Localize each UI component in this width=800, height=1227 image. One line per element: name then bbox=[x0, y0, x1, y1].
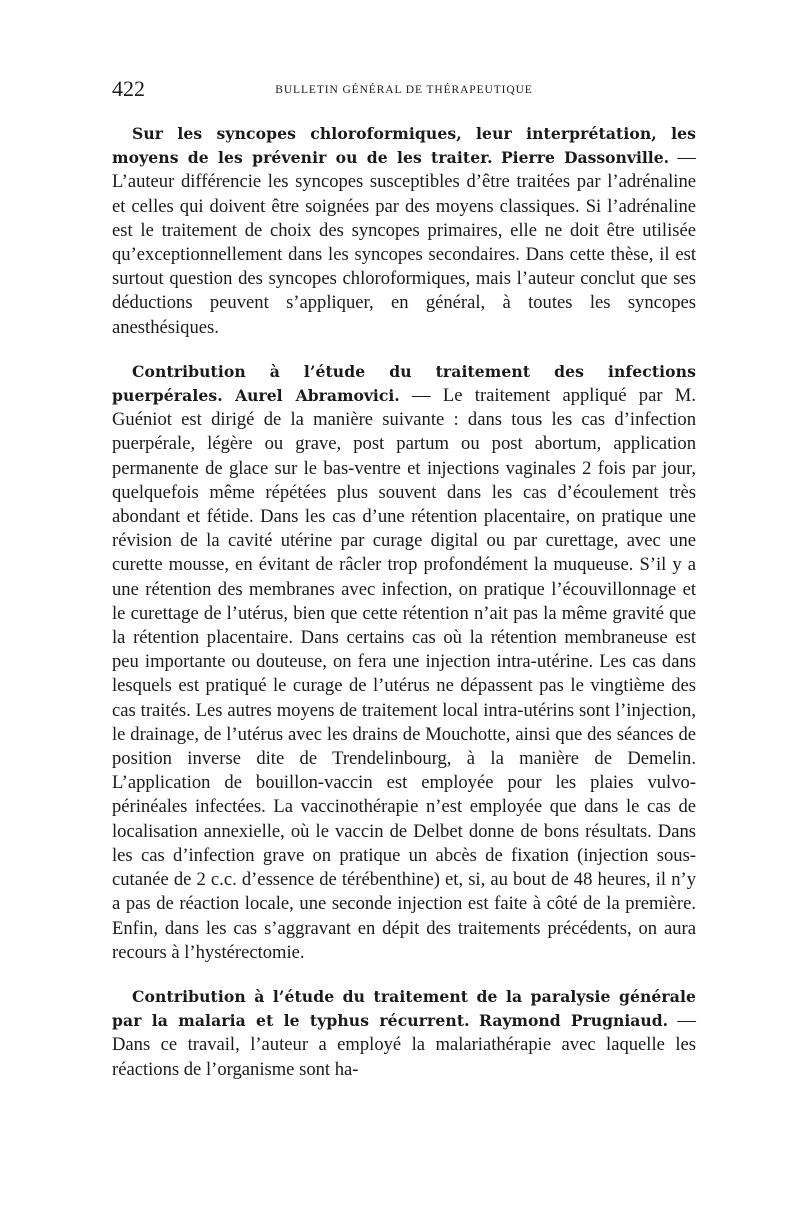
document-page bbox=[112, 72, 696, 1102]
article-body: — L’auteur différencie les syncopes susceptibles d’être traitées par l’adrénaline et celles qui doivent être soignées par des moyens classiques. Si l’adrénaline est le traitement de choix des syncopes primaires, elle ne doit être utilisée qu’exceptionnellement dans les syncopes secondaires. Dans cette thèse, il est surtout question des syncopes chloroformiques, mais l’auteur conclut que ses déductions peuvent s’appliquer, en général, à toutes les syncopes anesthésiques. bbox=[112, 147, 696, 338]
article-infections-puerperales bbox=[112, 360, 696, 965]
article-paralysie-generale bbox=[112, 985, 696, 1082]
article-author: Pierre Dassonville. bbox=[500, 148, 670, 168]
article-author: Raymond Prugniaud. bbox=[479, 1011, 669, 1031]
article-syncopes-chloroformiques bbox=[112, 122, 696, 340]
running-head bbox=[112, 72, 696, 102]
article-title: Contribution à l’étude du traitement de la paralysie générale par la malaria et le typhus récurrent. bbox=[112, 986, 696, 1031]
article-title: Contribution à l’étude du traitement des infections puerpérales. bbox=[112, 361, 696, 406]
article-author: Aurel Abramovici. bbox=[235, 386, 400, 406]
page-number: 422 bbox=[112, 76, 145, 101]
article-body: — Le traitement appliqué par M. Guéniot est dirigé de la manière suivante : dans tous les cas d’infection puerpérale, légère ou grave, post partum ou post abortum, application permanente de glace sur le bas-ventre et injections vaginales 2 fois par jour, quelquefois même répétées plus souvent dans les cas d’écoulement très abondant et fétide. Dans les cas d’une rétention placentaire, on pratique une révision de la cavité utérine par curage digital ou par curettage, avec une curette mousse, en évitant de râcler trop profondément la muqueuse. S’il y a une rétention des membranes avec infection, on pratique l’écouvillonnage et le curettage de l’utérus, bien que cette rétention n’ait pas la même gravité que la rétention placentaire. Dans certains cas où la rétention membraneuse est peu importante ou douteuse, on fera une injection intra-utérine. Les cas dans lesquels est pratiqué le curage de l’utérus ne dépassent pas le vingtième des cas traités. Les autres moyens de traitement local intra-utérins sont l’injection, le drainage, de l’utérus avec les drains de Mouchotte, ainsi que des séances de position inverse dite de Trendelinbourg, à la manière de Demelin. L’application de bouillon-vaccin est employée pour les plaies vulvo-périnéales infectées. La vaccinothérapie n’est employée que dans le cas de localisation annexielle, où le vaccin de Delbet donne de bons résultats. Dans les cas d’infection grave on pratique un abcès de fixation (injection sous-cutanée de 2 c.c. d’essence de térébenthine) et, si, au bout de 48 heures, il n’y a pas de réaction locale, une seconde injection est faite à côté de la première. Enfin, dans les cas s’aggravant en dépit des traitements précédents, on aura recours à l’hystérectomie. bbox=[112, 385, 696, 963]
article-body: — Dans ce travail, l’auteur a employé la malariathérapie avec laquelle les réactions de l’organisme sont ha- bbox=[112, 1010, 696, 1080]
article-title: Sur les syncopes chloroformiques, leur interprétation, les moyens de les prévenir ou de les traiter. bbox=[112, 124, 696, 168]
journal-title: BULLETIN GÉNÉRAL DE THÉRAPEUTIQUE bbox=[275, 84, 533, 96]
